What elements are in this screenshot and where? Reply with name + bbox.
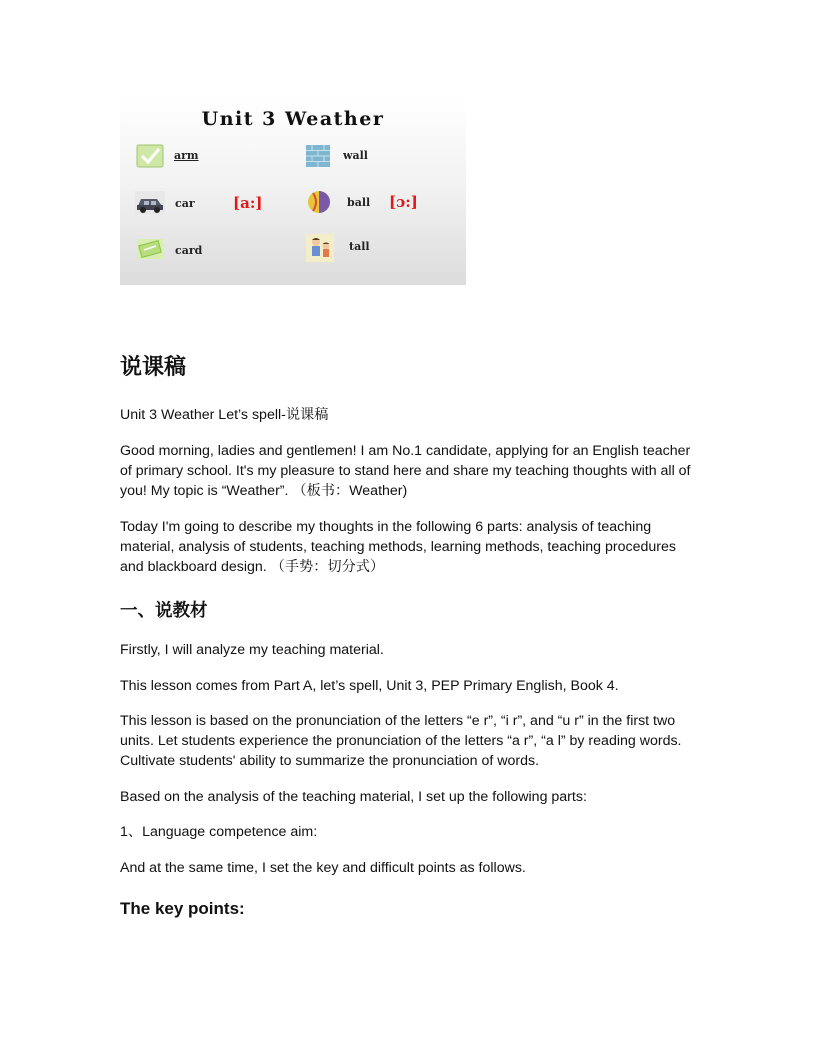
checkmark-icon	[136, 144, 164, 168]
paragraph-analyze: Firstly, I will analyze my teaching material.	[120, 642, 384, 658]
section-heading-material: 一、说教材	[120, 601, 208, 621]
paragraph-lesson-basis: This lesson is based on the pronunciation of the letters “e r”, “i r”, and “u r” in the first two units. Let students experience the pronunciation of the letters “a r”, “a l” by reading words. Cultivate students' ability to summarize the pronunciation of words.	[120, 713, 682, 769]
car-icon	[135, 191, 165, 215]
children-icon	[306, 234, 334, 262]
word-card: card	[175, 244, 203, 257]
word-arm: arm	[174, 149, 199, 162]
outline-paragraph: Today I'm going to describe my thoughts in the following 6 parts: analysis of teaching material, analysis of students, teaching methods, learning methods, teaching procedures and blackboard design. （手势：切分式）	[120, 519, 676, 575]
phonetic-a: [a:]	[233, 194, 263, 212]
word-wall: wall	[343, 149, 368, 162]
brick-wall-icon	[306, 145, 330, 167]
paragraph-key-difficult: And at the same time, I set the key and difficult points as follows.	[120, 860, 526, 876]
word-car: car	[175, 197, 195, 210]
word-tall: tall	[349, 240, 370, 253]
slide-title: Unit 3 Weather	[201, 108, 385, 130]
paragraph-aim: 1、Language competence aim:	[120, 824, 318, 840]
ball-icon	[306, 189, 332, 215]
intro-paragraph: Good morning, ladies and gentlemen! I am No.1 candidate, applying for an English teacher of primary school. It's my pleasure to stand here and share my teaching thoughts with all of you! My topic is “Weather”. （板书：Weather)	[120, 443, 691, 499]
phonetic-o: [ɔ:]	[389, 193, 418, 211]
word-ball: ball	[347, 196, 371, 209]
key-points-heading: The key points:	[120, 899, 245, 918]
doc-subtitle: Unit 3 Weather Let’s spell-说课稿	[120, 407, 329, 423]
paragraph-analysis: Based on the analysis of the teaching material, I set up the following parts:	[120, 789, 587, 805]
page-heading: 说课稿	[120, 355, 187, 380]
paragraph-lesson-source: This lesson comes from Part A, let’s spell, Unit 3, PEP Primary English, Book 4.	[120, 678, 619, 694]
card-icon	[136, 237, 164, 261]
slide-image	[120, 96, 466, 285]
